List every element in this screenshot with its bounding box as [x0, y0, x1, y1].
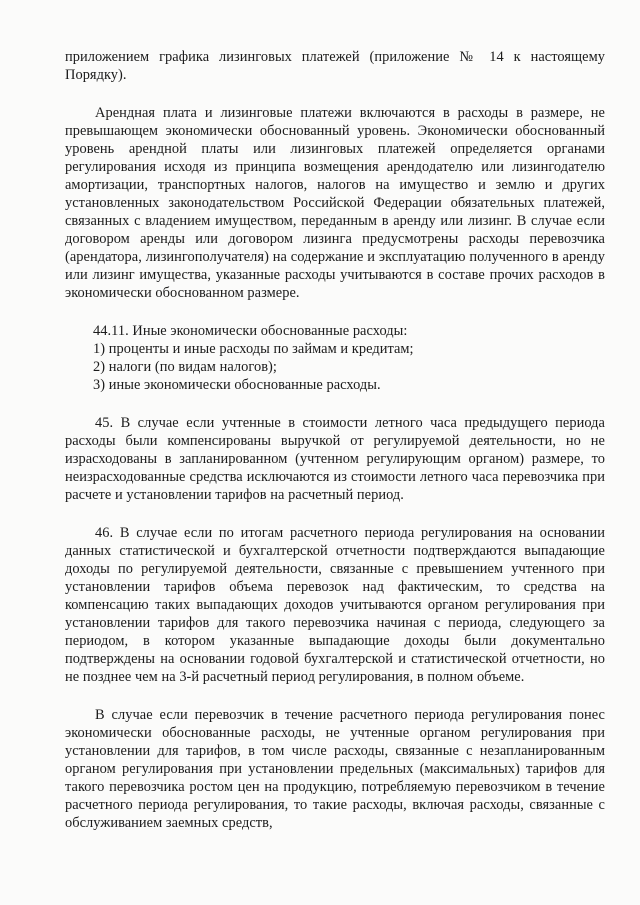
list-item-44-11-3: 3) иные экономически обоснованные расходы.	[93, 377, 381, 393]
paragraph-45: 45. В случае если учтенные в стоимости летного часа предыдущего периода расходы были компенсированы выручкой от регулируемой деятельности, но не израсходованы в запланированном (учтенном регулирующим органом) размере, то неизрасходованные средства исключаются из стоимости летного часа перевозчика при расчете и установлении тарифов на расчетный период.	[65, 415, 605, 503]
list-item-44-11-2: 2) налоги (по видам налогов);	[93, 359, 277, 375]
list-item-44-11-1: 1) проценты и иные расходы по займам и кредитам;	[93, 341, 414, 357]
document-body	[65, 48, 605, 832]
paragraph-unplanned-expenses: В случае если перевозчик в течение расчетного периода регулирования понес экономически обоснованные расходы, не учтенные органом регулирования при установлении для тарифов, в том числе расходы, связанные с незапланированным органом регулирования при установлении предельных (максимальных) тарифов для такого перевозчика ростом цен на продукцию, потребляемую перевозчиком в течение расчетного периода регулирования, то такие расходы, включая расходы, связанные с обслуживанием заемных средств,	[65, 707, 605, 831]
paragraph-44-11-heading: 44.11. Иные экономически обоснованные расходы:	[93, 323, 408, 339]
paragraph-46: 46. В случае если по итогам расчетного периода регулирования на основании данных статистической и бухгалтерской отчетности подтверждаются выпадающие доходы по регулируемой деятельности, связанные с превышением учтенного при установлении тарифов объема перевозок над фактическим, то средства на компенсацию таких выпадающих доходов учитываются органом регулирования при установлении тарифов для такого перевозчика начиная с периода, следующего за периодом, в котором указанные выпадающие доходы были документально подтверждены на основании годовой бухгалтерской и статистической отчетности, но не позднее чем на 3-й расчетный период регулирования, в полном объеме.	[65, 525, 605, 685]
paragraph-continuation: приложением графика лизинговых платежей (приложение № 14 к настоящему Порядку).	[65, 49, 605, 83]
paragraph-rent-payments: Арендная плата и лизинговые платежи включаются в расходы в размере, не превышающем экономически обоснованный уровень. Экономически обоснованный уровень арендной платы или лизинговых платежей определяется органами регулирования исходя из принципа возмещения арендодателю или лизингодателю амортизации, транспортных налогов, налогов на имущество и землю и других установленных законодательством Российской Федерации обязательных платежей, связанных с владением имуществом, переданным в аренду или лизинг. В случае если договором аренды или договором лизинга предусмотрены расходы перевозчика (арендатора, лизингополучателя) на содержание и эксплуатацию полученного в аренду или лизинг имущества, указанные расходы учитываются в составе прочих расходов в экономически обоснованном размере.	[65, 105, 605, 301]
